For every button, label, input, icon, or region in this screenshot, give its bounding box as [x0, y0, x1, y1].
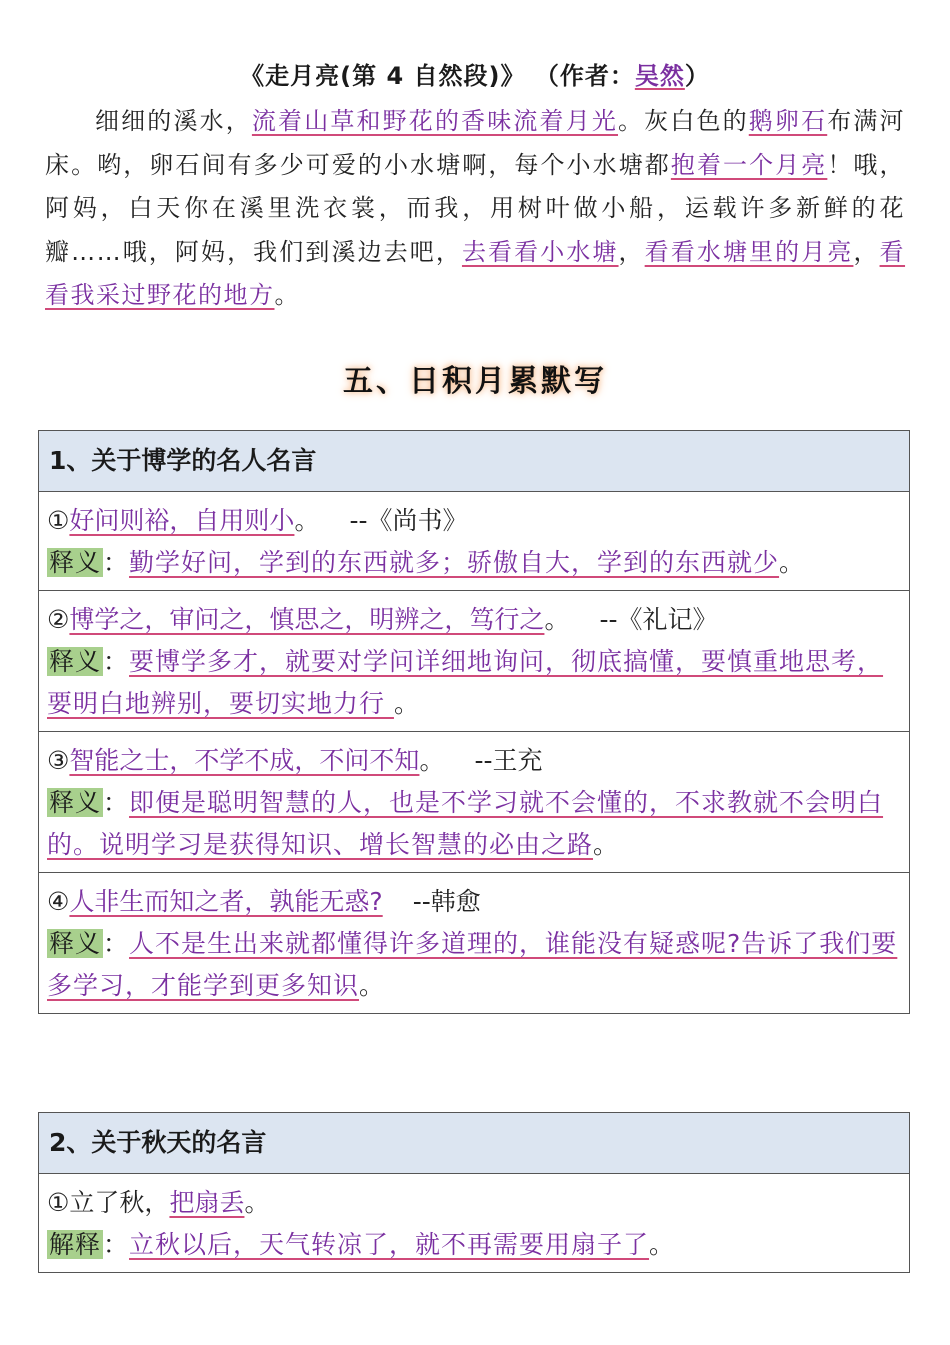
passage-segment: ，: [618, 237, 645, 266]
passage-segment: ！哦，阿妈，白天你在溪里洗衣裳，而我，用树叶做小船，运载许多新鲜的花瓣……哦，阿妈，我们到溪边去吧，: [45, 150, 905, 266]
quote-source: --《尚书》: [349, 506, 468, 535]
meaning-line: [47, 1224, 901, 1266]
title-suffix: ）: [684, 62, 710, 90]
quote-line: [47, 500, 901, 542]
quote-text: 博学之，审问之，慎思之，明辨之，笃行之: [69, 605, 545, 634]
meaning-line: [47, 782, 901, 866]
quote-tail: 。: [244, 1188, 270, 1217]
box-heading: 2、关于秋天的名言: [39, 1113, 909, 1174]
quote-row: [39, 591, 909, 732]
underlined-phrase: 看看水塘里的月亮: [644, 237, 854, 266]
quote-text: 把扇丢: [169, 1188, 245, 1217]
passage-segment: ，: [853, 237, 880, 266]
quote-prefix: 立了秋，: [69, 1188, 170, 1217]
meaning-label: 释义: [49, 929, 102, 958]
passage-title: [0, 56, 950, 91]
quote-tail: 。: [294, 506, 320, 535]
meaning-text: 人不是生出来就都懂得许多道理的，谁能没有疑惑呢?告诉了我们要多学习，才能学到更多知识: [47, 929, 898, 1000]
label-colon: ：: [103, 548, 130, 577]
passage-segment: 。灰白色的: [618, 107, 749, 135]
meaning-end: 。: [359, 971, 386, 1000]
meaning-label: 释义: [49, 788, 102, 817]
label-colon: ：: [103, 788, 130, 817]
label-colon: ：: [103, 647, 130, 676]
quote-row: [39, 873, 909, 1013]
meaning-text: 即便是聪明智慧的人，也是不学习就不会懂的，不求教就不会明白的。说明学习是获得知识、增长智慧的必由之路: [47, 788, 884, 859]
meaning-end: 。: [649, 1230, 676, 1259]
quote-line: [47, 881, 901, 923]
quote-line: [47, 1182, 901, 1224]
quote-row: [39, 492, 909, 591]
quote-row: [39, 732, 909, 873]
quote-text: 人非生而知之者，孰能无惑?: [69, 887, 383, 916]
underlined-phrase: 去看看小水塘: [461, 237, 619, 266]
meaning-end: 。: [593, 830, 620, 859]
meaning-text: 勤学好问，学到的东西就多；骄傲自大，学到的东西就少: [129, 548, 780, 577]
passage-segment: 。: [274, 281, 300, 309]
item-number: ①: [47, 1188, 70, 1217]
underlined-phrase: 流着山草和野花的香味流着月光: [251, 107, 619, 135]
underlined-phrase: 抱着一个月亮: [670, 150, 828, 179]
author-name: 吴然: [634, 62, 685, 90]
quote-source: --韩愈: [412, 887, 481, 916]
quote-line: [47, 740, 901, 782]
label-colon: ：: [103, 1230, 130, 1259]
quote-tail: 。: [544, 605, 570, 634]
quote-source: --《礼记》: [599, 605, 718, 634]
label-colon: ：: [103, 929, 130, 958]
underlined-phrase: 看看我采过野花的地方: [45, 237, 906, 309]
quote-text: 好问则裕，自用则小: [69, 506, 295, 535]
box-heading: 1、关于博学的名人名言: [39, 431, 909, 492]
passage-segment: 布满河床。哟，卵石间有多少可爱的小水塘啊，每个小水塘都: [45, 107, 906, 179]
meaning-line: [47, 542, 901, 584]
meaning-line: [47, 923, 901, 1007]
underlined-phrase: 鹅卵石: [748, 107, 828, 135]
box-autumn-quotes: [38, 1112, 910, 1273]
meaning-label: 释义: [49, 548, 102, 577]
quote-tail: 。: [419, 746, 445, 775]
box-erudition-quotes: [38, 430, 910, 1014]
item-number: ②: [47, 605, 70, 634]
meaning-end: 。: [779, 548, 806, 577]
passage-segment: 细细的溪水，: [95, 107, 252, 135]
item-number: ③: [47, 746, 70, 775]
meaning-end: 。: [393, 689, 420, 718]
quote-text: 智能之士，不学不成，不问不知: [69, 746, 420, 775]
section-title: 五、日积月累默写: [343, 364, 607, 399]
passage-text: [45, 100, 905, 318]
quote-line: [47, 599, 901, 641]
title-prefix: 《走月亮(第 4 自然段)》 （作者：: [240, 62, 635, 90]
meaning-label: 释义: [49, 647, 102, 676]
quote-row: [39, 1174, 909, 1272]
quote-source: --王充: [474, 746, 543, 775]
meaning-line: [47, 641, 901, 725]
item-number: ①: [47, 506, 70, 535]
meaning-label: 解释: [49, 1230, 102, 1259]
meaning-text: 要博学多才，就要对学问详细地询问，彻底搞懂，要慎重地思考，要明白地辨别，要切实地力行: [47, 647, 884, 718]
item-number: ④: [47, 887, 70, 916]
meaning-text: 立秋以后，天气转凉了，就不再需要用扇子了: [129, 1230, 650, 1259]
